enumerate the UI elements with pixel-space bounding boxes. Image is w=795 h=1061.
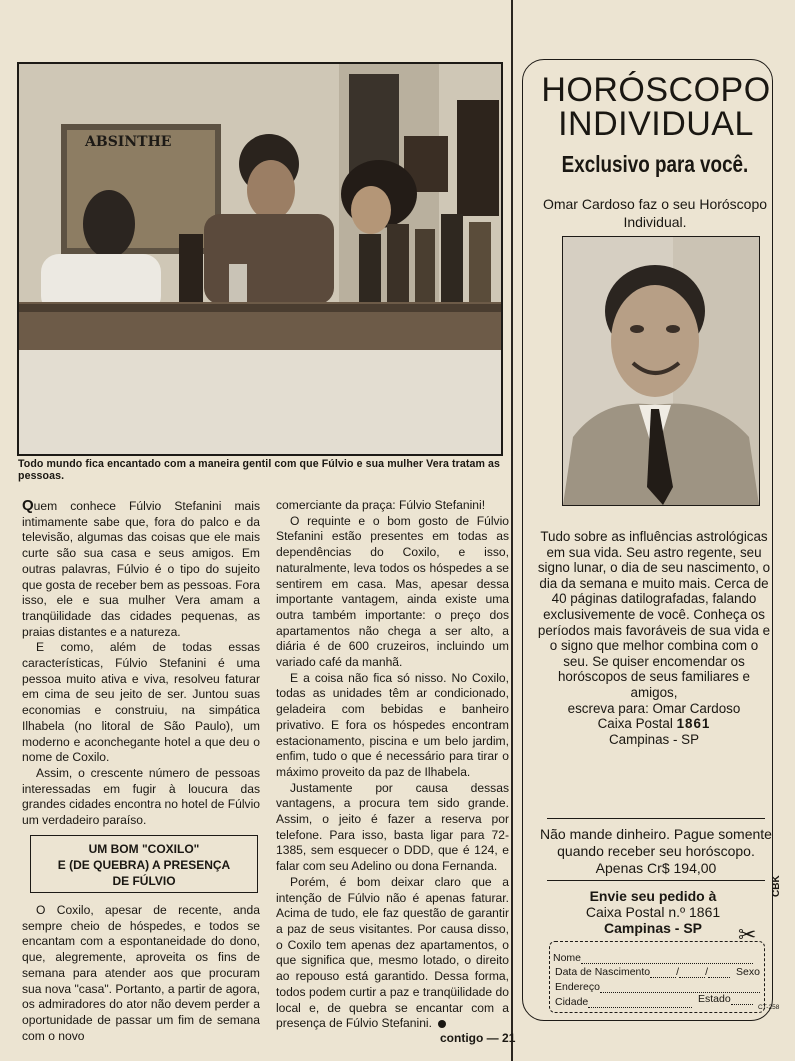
subhead-line: E (DE QUEBRA) A PRESENÇA bbox=[57, 858, 231, 872]
ad-postal-number: 1861 bbox=[676, 716, 711, 732]
ad-intro: Omar Cardoso faz o seu Horóscopo Individual. bbox=[542, 196, 768, 230]
article-paragraph: E a coisa não fica só nisso. No Coxilo, todas as unidades têm ar condicionado, geladeira com bebidas e banheiro privativo. E fora os hóspedes encontram estacionamento, piscina e um belo jardim, enfim, tudo o que é necessário para tirar o máximo proveito da paz de Ilhabela. bbox=[276, 670, 509, 779]
date-separator: / bbox=[676, 966, 680, 978]
ad-divider bbox=[547, 818, 765, 819]
field-label: Nome bbox=[553, 952, 582, 964]
ad-postal bbox=[536, 716, 772, 732]
field-label: Estado bbox=[698, 993, 731, 1005]
ad-order-block bbox=[548, 888, 758, 936]
order-line2: Caixa Postal n.º 1861 bbox=[585, 904, 721, 920]
drop-cap: Q bbox=[22, 497, 34, 514]
subhead-line: DE FÚLVIO bbox=[112, 874, 176, 888]
page-footer bbox=[440, 1031, 515, 1045]
article-paragraph: E como, além de todas essas características, Fúlvio Stefanini é uma pessoa muito ativa e viva, resolveu faturar em cima de seu jeito de ser. Juntou suas economias e construiu, na simpática Ilhabela (no litoral de São Paulo), um moderno e aconchegante hotel a que deu o nome de Coxilo. bbox=[22, 640, 260, 765]
paragraph-text: uem conhece Fúlvio Stefanini mais intimamente sabe que, fora do palco e da televisão, algumas das coisas que ele mais curte são sua casa e seus amigos. Em outras palavras, Fúlvio é o tipo do sujeito que gosta de receber bem as pessoas. Fora isso, ele e sua mulher Vera amam a tranqüilidade das cidades pequenas, as praias distantes e a natureza. bbox=[22, 499, 260, 639]
coupon-sex-field[interactable] bbox=[736, 966, 760, 978]
ad-payment-note: Não mande dinheiro. Pague somente quando receber seu horóscopo. Apenas Cr$ 194,00 bbox=[540, 826, 772, 876]
coupon-address-field[interactable] bbox=[555, 981, 760, 993]
article-paragraph bbox=[276, 875, 509, 1032]
article-paragraph: Assim, o crescente número de pessoas interessadas em fugir à loucura das grandes cidades encontra no hotel de Fúlvio um verdadeiro paraíso. bbox=[22, 765, 261, 828]
ad-write-to: escreva para: Omar Cardoso bbox=[567, 700, 741, 716]
ad-body-text: Tudo sobre as influências astrológicas em sua vida. Seu astro regente, seu signo lunar, o dia de seu nascimento, o dia da semana e muito mais. Cerca de 40 páginas datilografadas, falando exclusivemente de você. Conheça os períodos mais favoráveis de sua vida e o signo que melhor combina com o seu. Se quiser encomendar os horóscopos de seus familiares e amigos, bbox=[537, 529, 771, 700]
ad-subtitle: Exclusivo para você. bbox=[561, 151, 749, 177]
field-label: Sexo bbox=[736, 966, 760, 978]
end-mark bbox=[438, 1020, 446, 1028]
scissors-icon: ✂ bbox=[738, 922, 757, 947]
article-column-left-bottom bbox=[22, 903, 260, 1044]
order-line3: Campinas - SP bbox=[603, 920, 703, 936]
article-paragraph: Justamente por causa dessas vantagens, a procura tem sido grande. Assim, o jeito é fazer a reserva por telefone. Para isso, basta ligar para 72-1385, sem esquecer o DDD, que é 124, e falar com seu Adelino ou dona Fernanda. bbox=[276, 780, 509, 874]
column-divider bbox=[511, 0, 513, 1061]
article-paragraph: O requinte e o bom gosto de Fúlvio Stefanini estão presentes em todas as dependências do Coxilo, e isso, naturalmente, leva todos os hóspedes a se sentirem em casa. Mas, apesar dessa importante vantagem, ainda existe uma outra também importante: o preço dos apartamentos não chega a ser alto, a diária é de 600 cruzeiros, incluindo um variado café da manhã. bbox=[276, 513, 509, 670]
date-separator: / bbox=[705, 966, 708, 978]
ad-code: CT-258 bbox=[758, 1004, 780, 1011]
article-paragraph: O Coxilo, apesar de recente, anda sempre cheio de hóspedes, e todos se encantam com a espontaneidade do dono, que, alegremente, aproveita os fins de semana para atender aos que procuram sua nova "casa". Portanto, a partir de agora, os admiradores do ator não devem perder a oportunidade de passar um fim de semana com o novo bbox=[22, 903, 260, 1043]
subhead-line: UM BOM "COXILO" bbox=[88, 842, 200, 856]
coupon-state-field[interactable] bbox=[698, 993, 753, 1005]
paragraph-text: Porém, é bom deixar claro que a intenção de Fúlvio não é apenas faturar. Acima de tudo, ele faz questão de garantir a paz de seus visitantes. Por causa disso, o Coxilo tem apenas dez apartamentos, o que significa que, mesmo lotado, o direito ao repouso está garantido. Dessa forma, todos podem curtir a paz e tranqüilidade do local e, de quebra se encantar com a presença de Fúlvio Stefanini. bbox=[276, 874, 509, 1031]
article-paragraph: comerciante da praça: Fúlvio Stefanini! bbox=[276, 498, 486, 512]
ad-postal-label: Caixa Postal bbox=[597, 716, 673, 732]
page-number: 21 bbox=[502, 1031, 516, 1045]
omar-cardoso-portrait bbox=[562, 236, 760, 506]
coupon-name-field[interactable] bbox=[553, 952, 753, 964]
bar-photo bbox=[17, 62, 503, 456]
coupon-city-field[interactable] bbox=[555, 996, 692, 1008]
poster-text: ABSINTHE bbox=[85, 134, 172, 150]
field-label: Endereço bbox=[555, 981, 600, 993]
ad-divider bbox=[547, 880, 765, 881]
ad-city: Campinas - SP bbox=[608, 731, 700, 747]
coupon-birth-field[interactable] bbox=[555, 966, 730, 978]
section-subhead bbox=[30, 835, 258, 893]
article-column-left bbox=[22, 498, 260, 829]
footer-separator: — bbox=[486, 1031, 499, 1045]
ad-body bbox=[536, 529, 772, 747]
article-column-right bbox=[276, 498, 509, 1032]
ad-title-line2: INDIVIDUAL bbox=[558, 105, 754, 143]
photo-caption: Todo mundo fica encantado com a maneira gentil com que Fúlvio e sua mulher Vera tratam as pessoas. bbox=[18, 458, 501, 482]
field-label: Data de Nascimento bbox=[555, 966, 651, 978]
field-label: Cidade bbox=[555, 996, 589, 1008]
ad-title-line1: HORÓSCOPO bbox=[541, 71, 771, 109]
article-paragraph bbox=[22, 498, 260, 640]
magazine-name: contigo bbox=[440, 1031, 484, 1045]
order-line1: Envie seu pedido à bbox=[589, 888, 717, 904]
agency-mark: CBK bbox=[771, 875, 782, 897]
